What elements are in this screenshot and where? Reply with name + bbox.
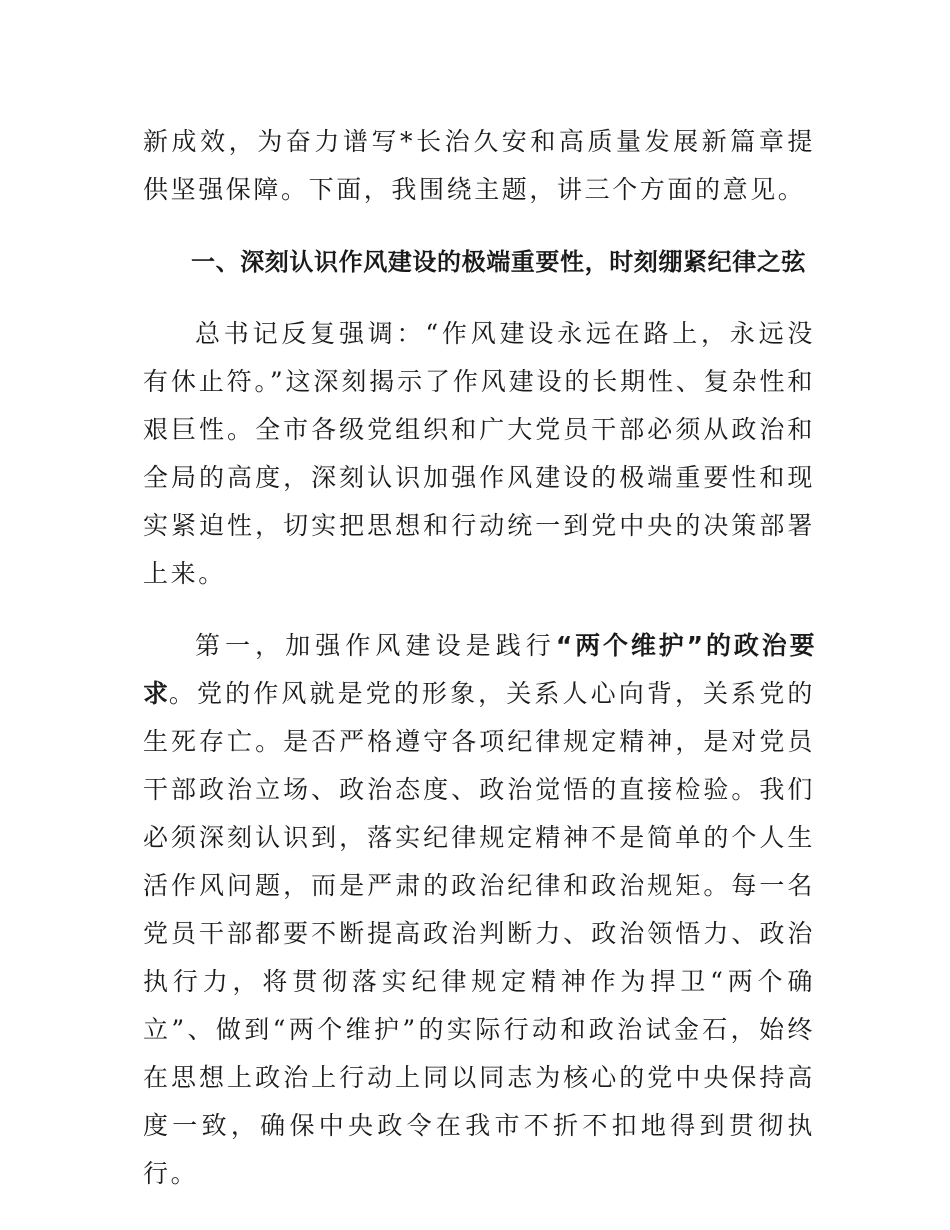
document-body: [143, 118, 815, 1198]
paragraph-3: [143, 622, 815, 1198]
paragraph-2: 总书记反复强调：“作风建设永远在路上，永远没有休止符。”这深刻揭示了作风建设的长期性、复杂性和艰巨性。全市各级党组织和广大党员干部必须从政治和全局的高度，深刻认识加强作风建设的极端重要性和现实紧迫性，切实把思想和行动统一到党中央的决策部署上来。: [143, 319, 815, 588]
paragraph-3-key-point: “两个维护”的政治要求: [143, 631, 815, 708]
section-heading-1: 一、深刻认识作风建设的极端重要性，时刻绷紧纪律之弦: [191, 248, 806, 276]
paragraph-3-body: 。党的作风就是党的形象，关系人心向背，关系党的生死存亡。是否严格遵守各项纪律规定精神，是对党员干部政治立场、政治态度、政治觉悟的直接检验。我们必须深刻认识到，落实纪律规定精神不是简单的个人生活作风问题，而是严肃的政治纪律和政治规矩。每一名党员干部都要不断提高政治判断力、政治领悟力、政治执行力，将贯彻落实纪律规定精神作为捍卫“两个确立”、做到“两个维护”的实际行动和政治试金石，始终在思想上政治上行动上同以同志为核心的党中央保持高度一致，确保中央政令在我市不折不扣地得到贯彻执行。: [143, 679, 815, 1188]
paragraph-3-lead: 第一，加强作风建设是践行: [195, 631, 556, 660]
intro-paragraph: 新成效，为奋力谱写*长治久安和高质量发展新篇章提供坚强保障。下面，我围绕主题，讲三个方面的意见。: [143, 127, 815, 204]
